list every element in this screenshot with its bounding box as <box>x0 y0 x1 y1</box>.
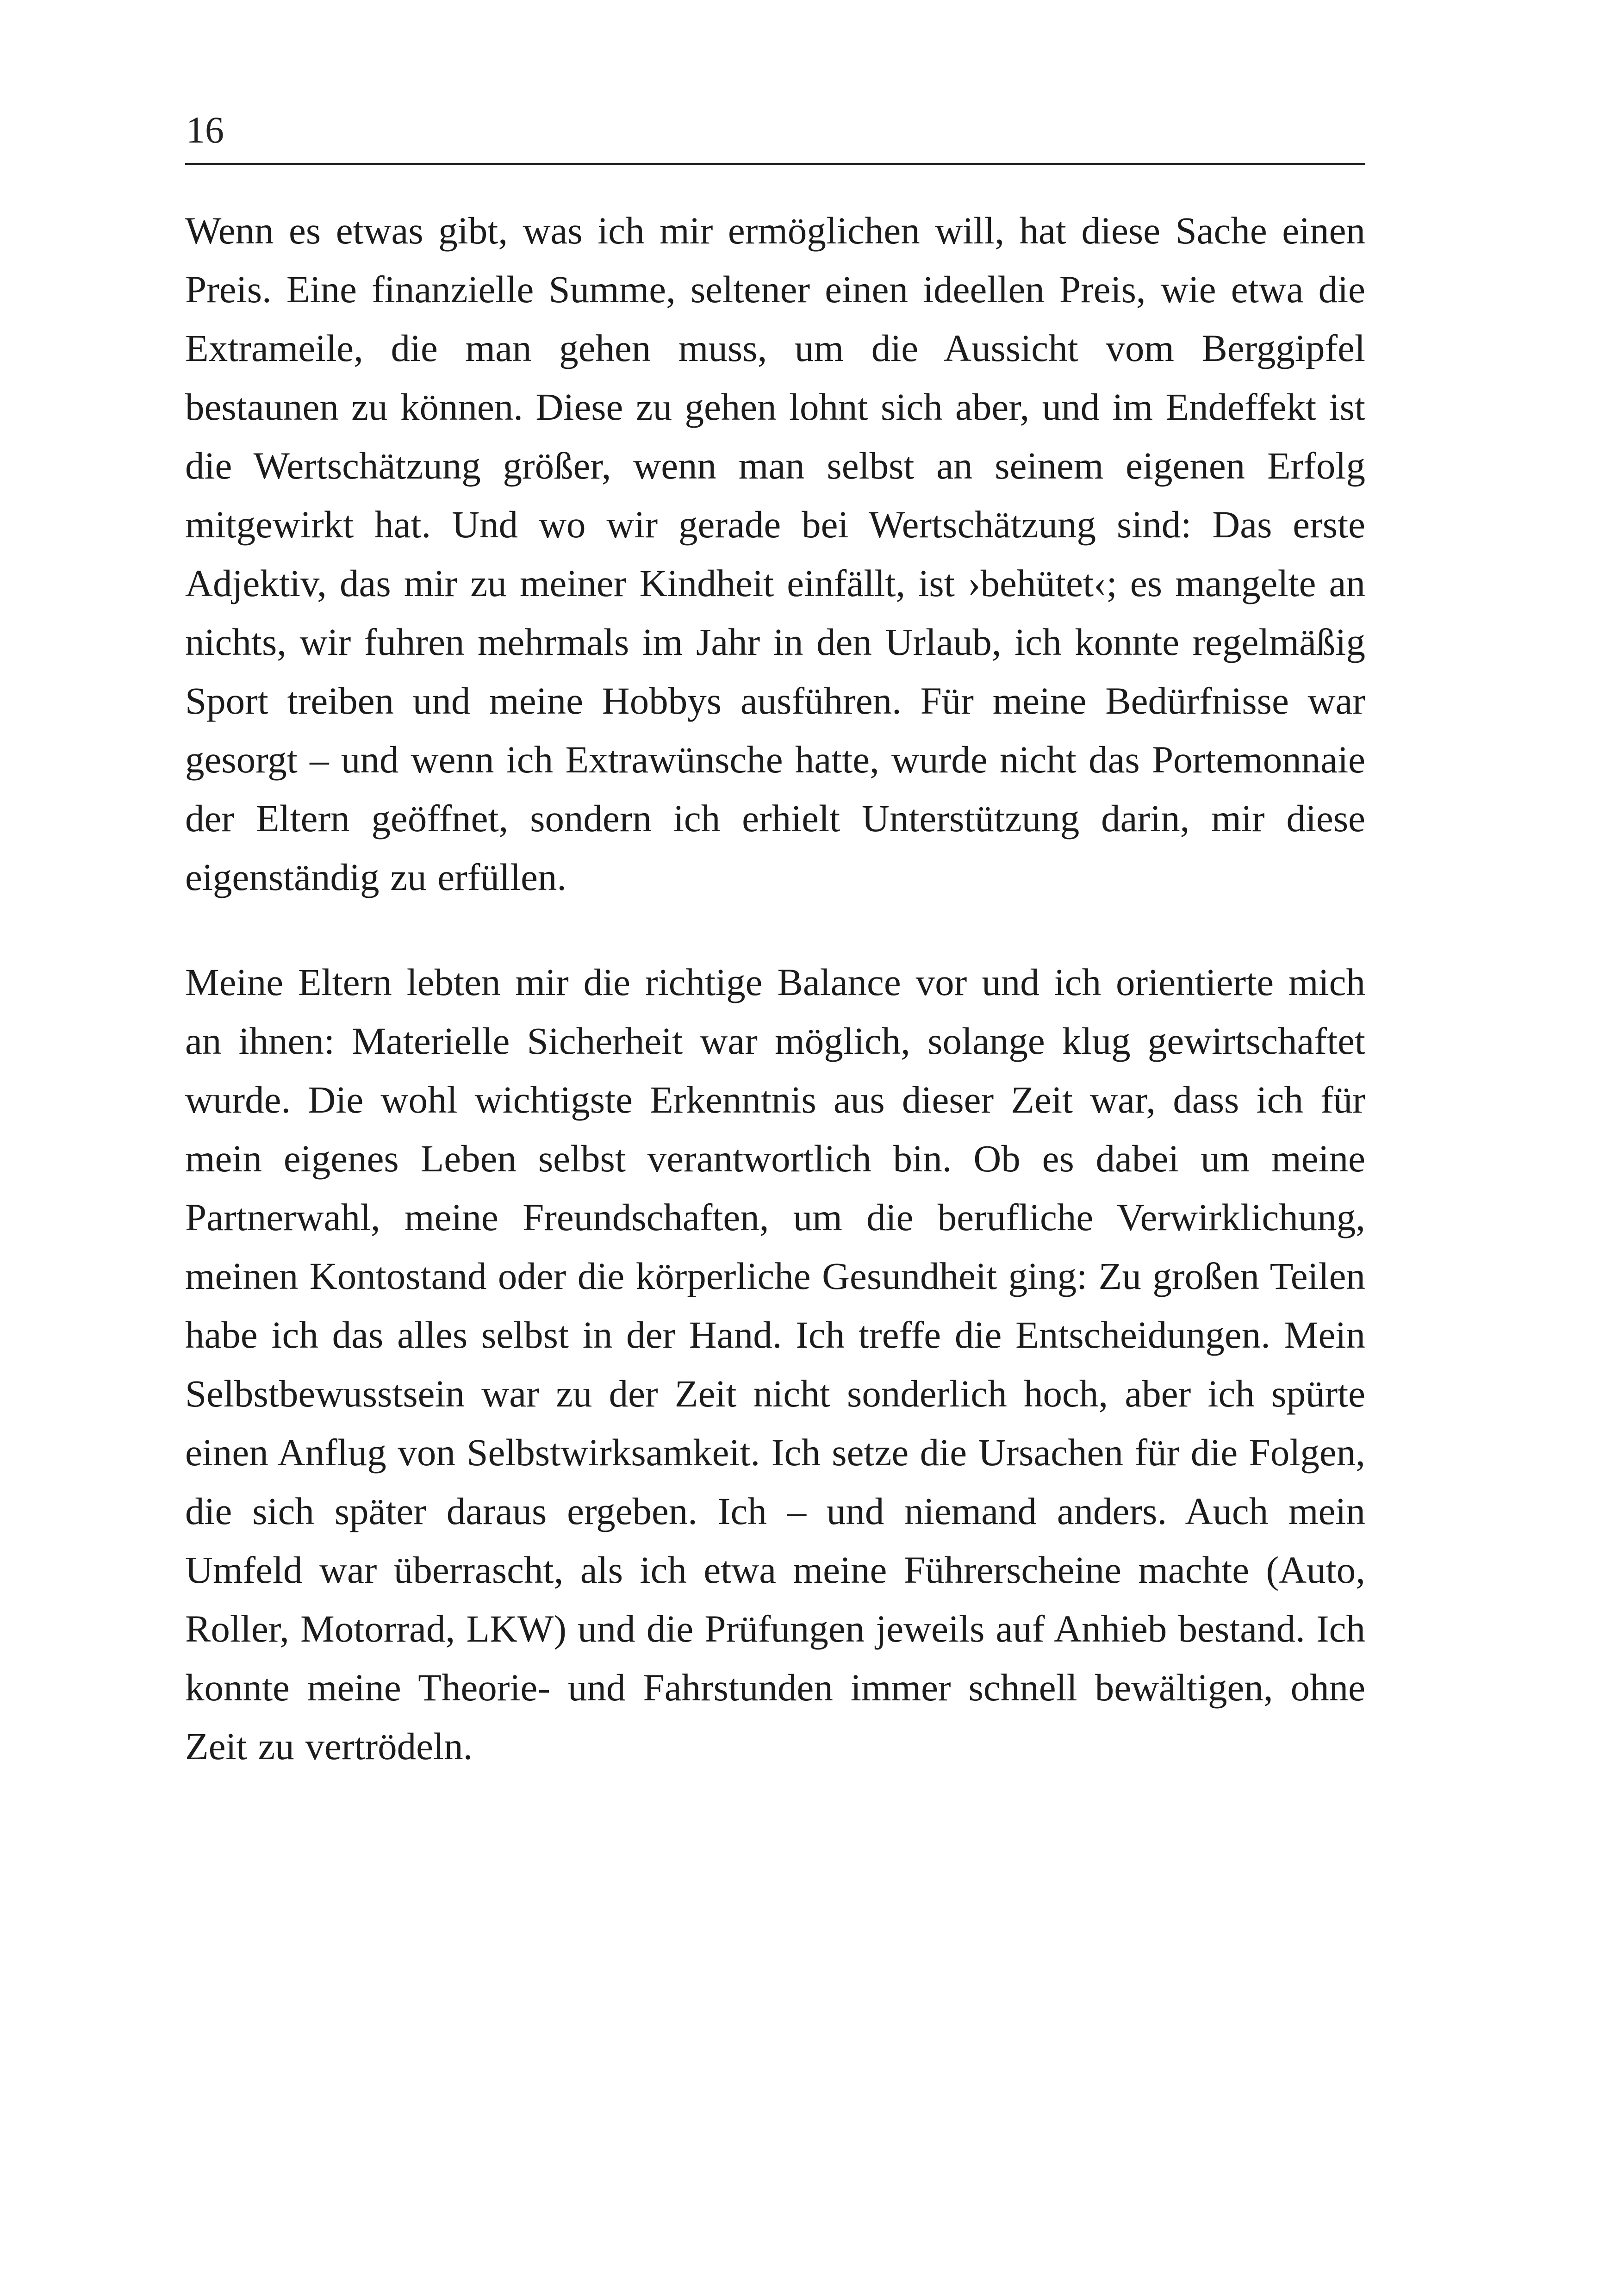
body-text <box>185 201 1365 1776</box>
header-rule <box>185 163 1365 165</box>
page-number: 16 <box>186 109 224 151</box>
paragraph: Wenn es etwas gibt, was ich mir ermöglichen will, hat diese Sache einen Preis. Eine finanzielle Summe, seltener einen ideellen Preis, wie etwa die Extrameile, die man gehen muss, um die Aussicht vom Berggipfel bestaunen zu können. Diese zu gehen lohnt sich aber, und im Endeffekt ist die Wertschätzung größer, wenn man selbst an seinem eigenen Erfolg mitgewirkt hat. Und wo wir gerade bei Wertschätzung sind: Das erste Adjektiv, das mir zu meiner Kindheit einfällt, ist ›behütet‹; es mangelte an nichts, wir fuhren mehrmals im Jahr in den Urlaub, ich konnte regelmäßig Sport treiben und meine Hobbys ausführen. Für meine Bedürfnisse war gesorgt – und wenn ich Extrawünsche hatte, wurde nicht das Portemonnaie der Eltern geöffnet, sondern ich erhielt Unterstützung darin, mir diese eigenständig zu erfüllen. <box>185 209 1365 898</box>
book-page <box>185 111 1365 1776</box>
paragraph: Meine Eltern lebten mir die richtige Balance vor und ich orientierte mich an ihnen: Materielle Sicherheit war möglich, solange klug gewirtschaftet wurde. Die wohl wichtigste Erkenntnis aus dieser Zeit war, dass ich für mein eigenes Leben selbst verantwortlich bin. Ob es dabei um meine Partnerwahl, meine Freundschaften, um die berufliche Verwirklichung, meinen Kontostand oder die körperliche Gesundheit ging: Zu großen Teilen habe ich das alles selbst in der Hand. Ich treffe die Entscheidungen. Mein Selbstbewusstsein war zu der Zeit nicht sonderlich hoch, aber ich spürte einen Anflug von Selbstwirksamkeit. Ich setze die Ursachen für die Folgen, die sich später daraus ergeben. Ich – und niemand anders. Auch mein Umfeld war überrascht, als ich etwa meine Führerscheine machte (Auto, Roller, Motorrad, LKW) und die Prüfungen jeweils auf Anhieb bestand. Ich konnte meine Theorie- und Fahrstunden immer schnell bewältigen, ohne Zeit zu vertrödeln. <box>185 961 1365 1767</box>
